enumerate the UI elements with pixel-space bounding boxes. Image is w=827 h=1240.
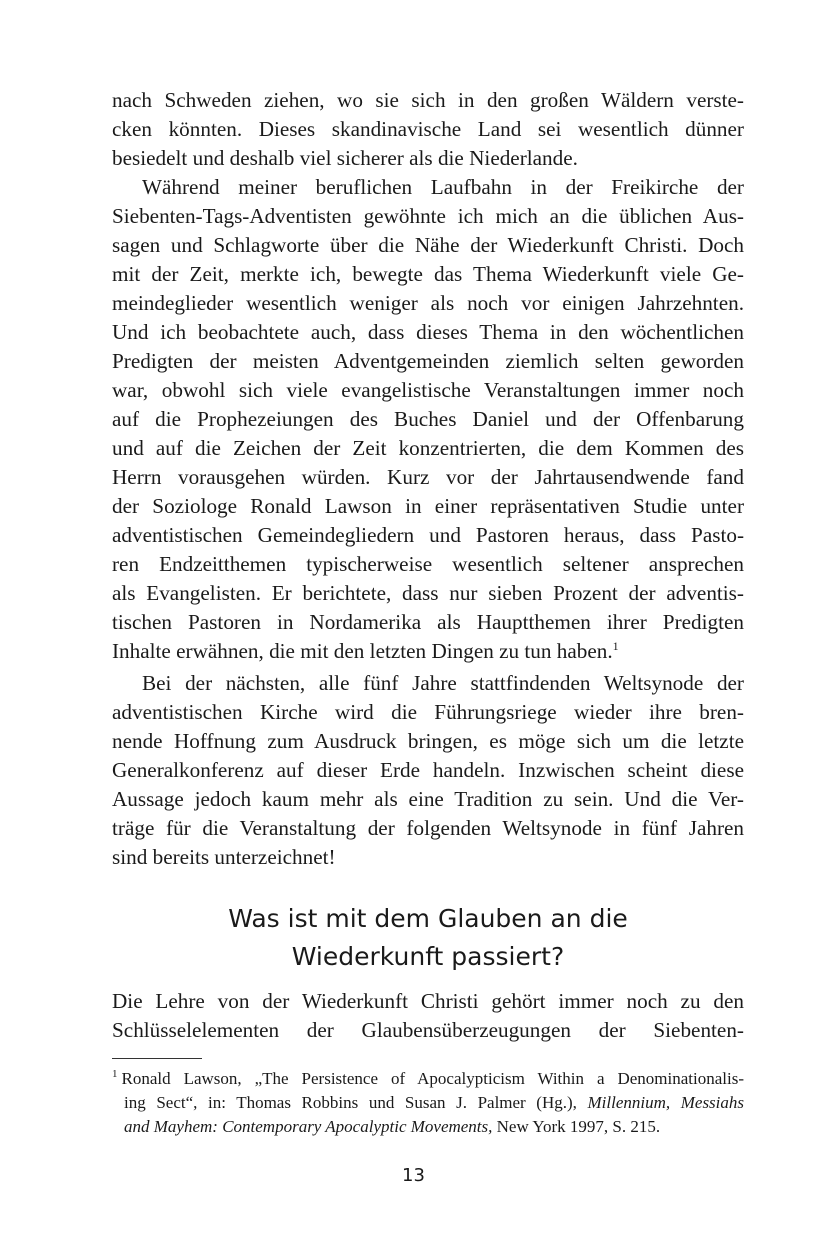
- footnote-text: New York 1997, S. 215.: [492, 1117, 661, 1136]
- body-line: auf die Prophezeiungen des Buches Daniel und der Offenbarung: [112, 407, 744, 431]
- body-line: meindeglieder wesentlich weniger als noch vor einigen Jahrzehnten.: [112, 291, 744, 315]
- body-line: ren Endzeitthemen typischerweise wesentlich seltener ansprechen: [112, 552, 744, 576]
- body-line: nende Hoffnung zum Ausdruck bringen, es möge sich um die letzte: [112, 729, 744, 753]
- footnote-title-italic: Millennium, Messiahs: [587, 1093, 745, 1112]
- body-line: sind bereits unterzeichnet!: [112, 845, 336, 869]
- body-line: Schlüsselelementen der Glaubensüberzeugungen der Siebenten-: [112, 1018, 744, 1042]
- page-number: 13: [402, 1165, 425, 1186]
- footnote-title-italic: and Mayhem: Contemporary Apocalyptic Movements,: [124, 1117, 493, 1136]
- body-line: besiedelt und deshalb viel sicherer als die Niederlande.: [112, 146, 578, 170]
- body-line: Die Lehre von der Wiederkunft Christi gehört immer noch zu den: [112, 989, 744, 1013]
- body-line: Herrn vorausgehen würden. Kurz vor der Jahrtausendwende fand: [112, 465, 744, 489]
- body-line: nach Schweden ziehen, wo sie sich in den großen Wäldern verste-: [112, 88, 744, 112]
- footnote-line: [112, 1115, 744, 1139]
- footnote-divider: [112, 1058, 202, 1059]
- body-line-text: Inhalte erwähnen, die mit den letzten Dingen zu tun haben.: [112, 639, 613, 663]
- body-line: als Evangelisten. Er berichtete, dass nur sieben Prozent der adventis-: [112, 581, 744, 605]
- body-line: Aussage jedoch kaum mehr als eine Tradition zu sein. Und die Ver-: [112, 787, 744, 811]
- body-line: adventistischen Kirche wird die Führungsriege wieder ihre bren-: [112, 700, 744, 724]
- body-line: cken könnten. Dieses skandinavische Land sei wesentlich dünner: [112, 117, 744, 141]
- footnote-reference[interactable]: 1: [612, 638, 619, 653]
- body-line: Und ich beobachtete auch, dass dieses Thema in den wöchentlichen: [112, 320, 744, 344]
- body-line: mit der Zeit, merkte ich, bewegte das Thema Wiederkunft viele Ge-: [112, 262, 744, 286]
- footnote-text: Ronald Lawson, „The Persistence of Apocalypticism Within a Denominationalis-: [121, 1069, 744, 1088]
- body-line: träge für die Veranstaltung der folgenden Weltsynode in fünf Jahren: [112, 816, 744, 840]
- body-line: Generalkonferenz auf dieser Erde handeln. Inzwischen scheint diese: [112, 758, 744, 782]
- footnote-line: [112, 1067, 744, 1091]
- body-line: Während meiner beruflichen Laufbahn in der Freikirche der: [142, 175, 744, 199]
- body-line: sagen und Schlagworte über die Nähe der Wiederkunft Christi. Doch: [112, 233, 744, 257]
- section-heading: Was ist mit dem Glauben an die: [228, 904, 628, 933]
- body-line: Bei der nächsten, alle fünf Jahre stattfindenden Weltsynode der: [142, 671, 744, 695]
- body-line: [112, 637, 744, 666]
- footnote-number: 1: [112, 1068, 118, 1081]
- body-line: Predigten der meisten Adventgemeinden ziemlich selten geworden: [112, 349, 744, 373]
- body-line: adventistischen Gemeindegliedern und Pastoren heraus, dass Pasto-: [112, 523, 744, 547]
- body-line: tischen Pastoren in Nordamerika als Hauptthemen ihrer Predigten: [112, 610, 744, 634]
- body-line: und auf die Zeichen der Zeit konzentrierten, die dem Kommen des: [112, 436, 744, 460]
- body-line: der Soziologe Ronald Lawson in einer repräsentativen Studie unter: [112, 494, 744, 518]
- body-line: war, obwohl sich viele evangelistische Veranstaltungen immer noch: [112, 378, 744, 402]
- section-heading: Wiederkunft passiert?: [291, 942, 565, 971]
- footnote-line: [112, 1091, 744, 1115]
- footnote-text: ing Sect“, in: Thomas Robbins und Susan J. Palmer (Hg.),: [124, 1093, 588, 1112]
- body-line: Siebenten-Tags-Adventisten gewöhnte ich mich an die üblichen Aus-: [112, 204, 744, 228]
